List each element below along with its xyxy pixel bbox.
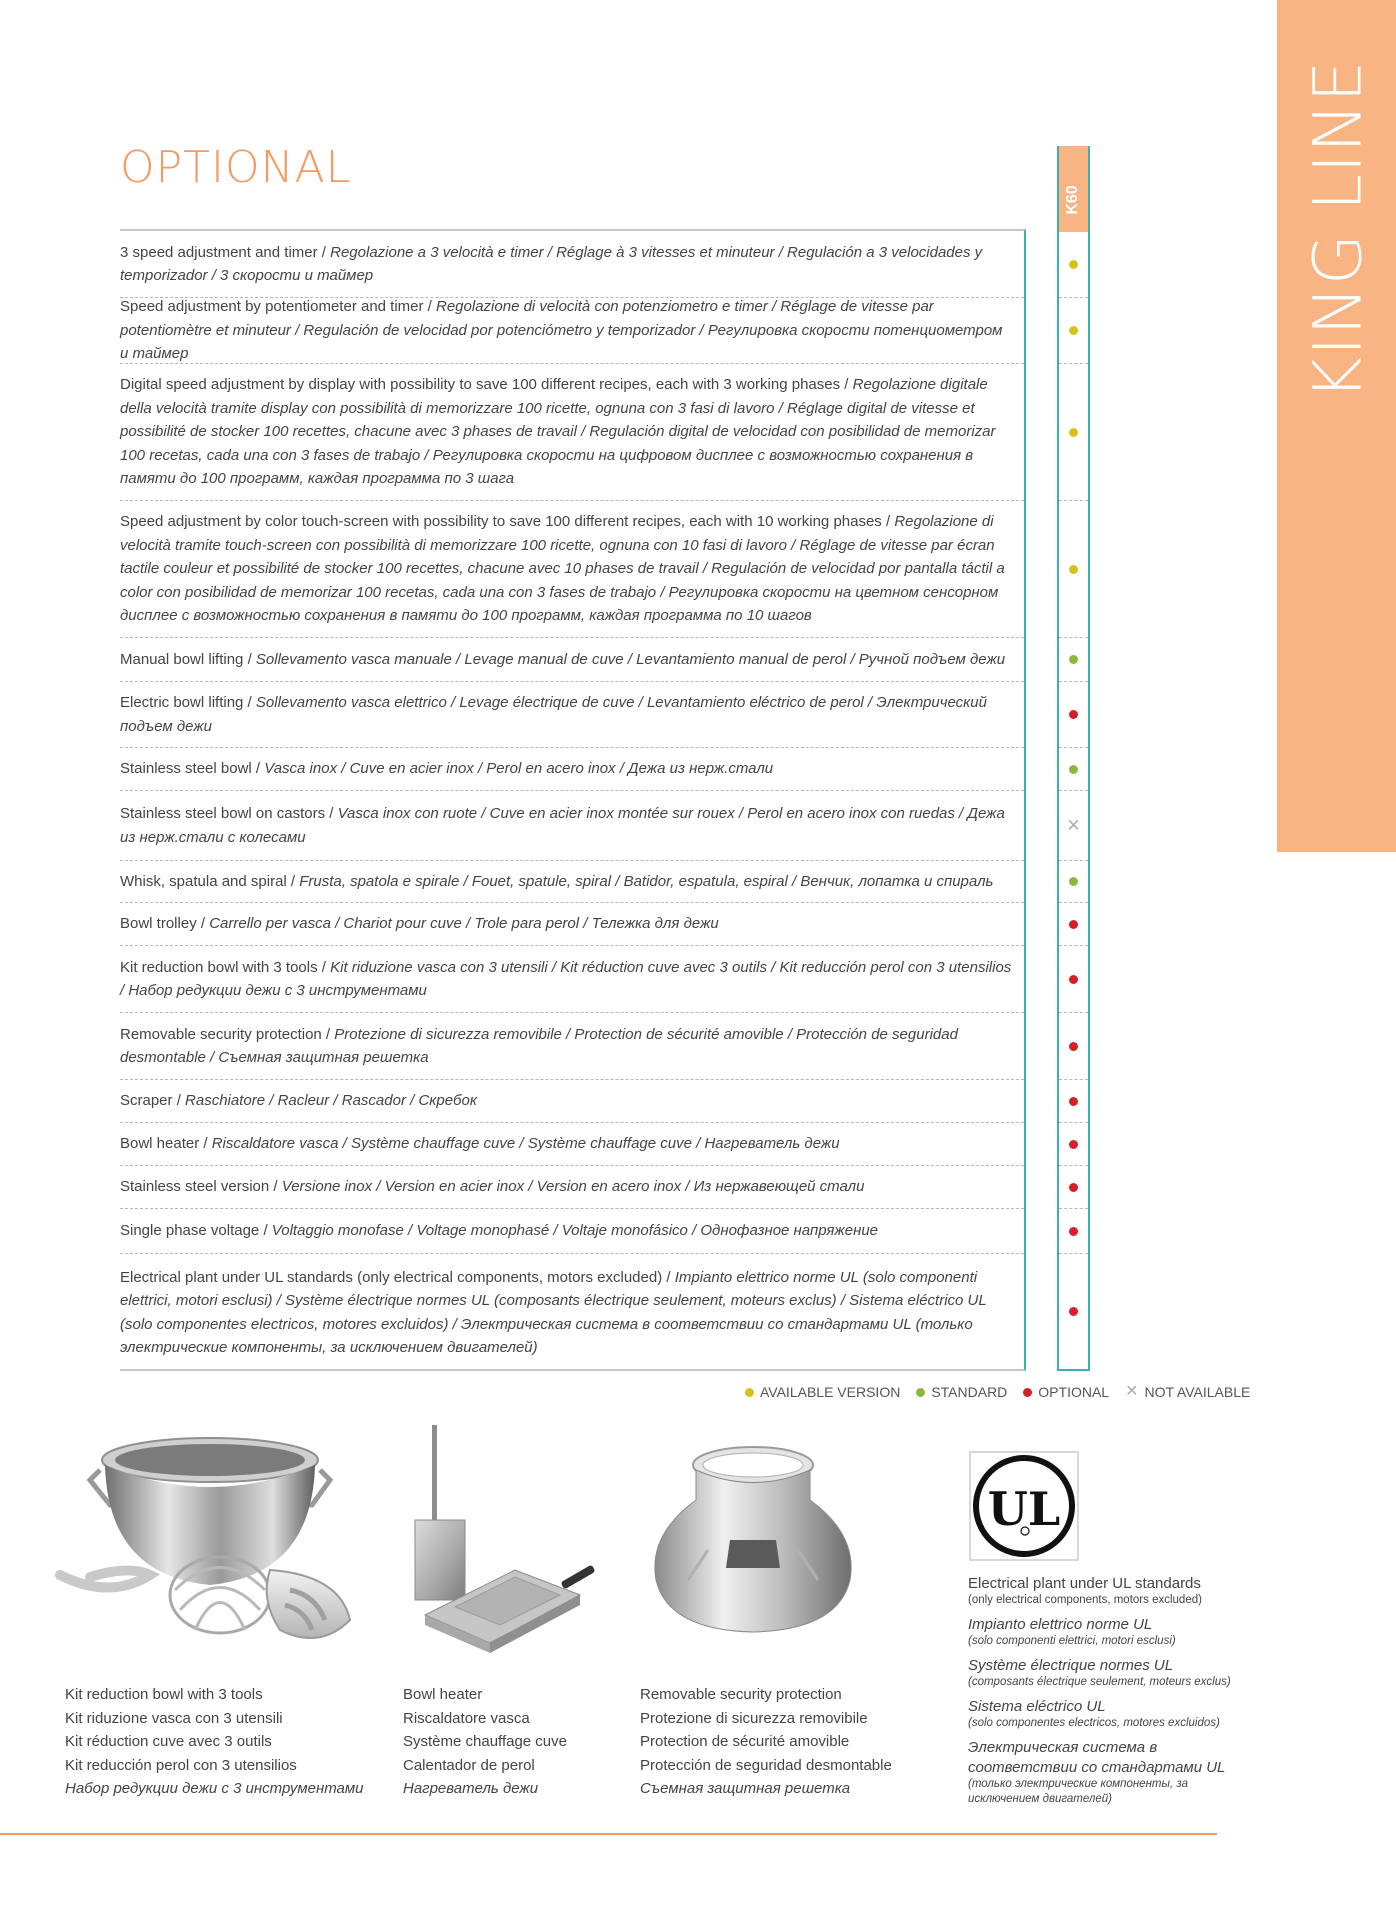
row-label: Electric bowl lifting / <box>120 694 252 711</box>
status-cell <box>1059 861 1088 903</box>
row-translations: Sollevamento vasca elettrico / Levage électrique de cuve / Levantamiento eléctrico de perol / Электрический подъем дежи <box>120 694 987 735</box>
table-row <box>120 231 1024 298</box>
optional-dot-icon <box>1069 1097 1078 1106</box>
status-cell <box>1059 1166 1088 1209</box>
optional-dot-icon <box>1069 920 1078 929</box>
side-label: KING LINE <box>1299 59 1377 401</box>
legend <box>745 1382 1266 1402</box>
row-label: Removable security protection / <box>120 1025 331 1043</box>
legend-item-available: AVAILABLE VERSION <box>745 1384 900 1400</box>
available-dot-icon <box>745 1388 754 1397</box>
status-cell <box>1059 1254 1088 1369</box>
optional-dot-icon <box>1069 1140 1078 1149</box>
table-row <box>120 1209 1024 1254</box>
row-translations: Vasca inox con ruote / Cuve en acier inox montée sur rouex / Perol en acero inox con ruedas / Дежа из нерж.стали с колесами <box>120 805 1005 846</box>
legend-item-not-available: ✕ NOT AVAILABLE <box>1125 1383 1251 1400</box>
available-dot-icon <box>1069 326 1078 335</box>
status-cell <box>1059 1080 1088 1123</box>
table-row <box>120 1080 1024 1123</box>
available-dot-icon <box>1069 260 1078 269</box>
bottom-rule <box>0 1833 1217 1835</box>
table-row <box>120 903 1024 946</box>
status-cell <box>1059 1123 1088 1166</box>
row-translations: Voltaggio monofase / Voltage monophasé / Voltaje monofásico / Однофазное напряжение <box>267 1222 879 1240</box>
table-row <box>120 861 1024 903</box>
status-cell <box>1059 298 1088 364</box>
row-label: Stainless steel bowl on castors / <box>120 805 334 822</box>
standard-dot-icon <box>1069 655 1078 664</box>
optional-dot-icon <box>1069 1183 1078 1192</box>
available-dot-icon <box>1069 565 1078 574</box>
row-label: Stainless steel version / <box>120 1178 278 1196</box>
options-table <box>120 229 1026 1371</box>
row-label: Digital speed adjustment by display with possibility to save 100 different recipes, each with 3 working phases / <box>120 376 849 394</box>
row-translations: Kit riduzione vasca con 3 utensili / Kit réduction cuve avec 3 outils / Kit reducción perol con 3 utensilios / Набор редукции дежи с 3 инструментами <box>120 958 1012 999</box>
row-translations: Riscaldatore vasca / Système chauffage cuve / Système chauffage cuve / Нагреватель дежи <box>207 1135 840 1153</box>
status-cell <box>1059 638 1088 682</box>
row-translations: Impianto elettrico norme UL (solo componenti elettrici, motori esclusi) / Système électrique normes UL (composants électrique seulement, moteurs exclus) / Sistema eléctrico UL (solo componentes electricos, motores excluidos) / Электрическая система в соответствии со стандартами UL (только электрические компоненты, за исключением двигателей) <box>120 1268 987 1356</box>
row-label: 3 speed adjustment and timer / <box>120 243 326 261</box>
row-translations: Vasca inox / Cuve en acier inox / Perol en acero inox / Дежа из нерж.стали <box>260 760 774 778</box>
row-label: Stainless steel bowl / <box>120 760 261 778</box>
kit-reduction-bowl-image <box>50 1425 380 1655</box>
bowl-heater-image <box>395 1425 615 1655</box>
security-protection-image <box>648 1440 858 1640</box>
table-row <box>120 748 1024 791</box>
row-translations: Regolazione digitale della velocità tramite display con possibilità di memorizzare 100 ricette, ognuna con 3 fasi di lavoro / Réglage digital de vitesse et possibilité de stocker 100 recettes, chacune avec 3 phases de travail / Regulación digital de velocidad con posibilidad de memorizar 100 recetas, cada una con 3 fases de trabajo / Регулировка скорости на цифровом дисплее с возможностью сохранения в памяти до 100 программ, каждая программа по 3 шага <box>120 376 996 488</box>
row-label: Single phase voltage / <box>120 1222 268 1240</box>
row-translations: Regolazione a 3 velocità e timer / Réglage à 3 vitesses et minuteur / Regulación a 3 velocidades y temporizador / 3 скорости и таймер <box>120 243 983 284</box>
row-translations: Regolazione di velocità con potenziometro e timer / Réglage de vitesse par potentiomètre et minuteur / Regulación de velocidad por potenciómetro y temporizador / Регулировка скорости потенциометром и таймер <box>120 298 1003 363</box>
ul-logo-text: UL <box>987 1482 1061 1536</box>
status-cell <box>1059 791 1088 861</box>
model-column <box>1057 146 1090 1371</box>
standard-dot-icon <box>916 1388 925 1397</box>
legend-item-optional: OPTIONAL <box>1023 1384 1109 1400</box>
row-label: Manual bowl lifting / <box>120 650 252 668</box>
status-cell <box>1059 501 1088 638</box>
table-row <box>120 638 1024 682</box>
row-label: Speed adjustment by potentiometer and timer / <box>120 298 432 316</box>
standard-dot-icon <box>1069 765 1078 774</box>
row-label: Speed adjustment by color touch-screen with possibility to save 100 different recipes, each with 10 working phases / <box>120 513 891 531</box>
not-available-x-icon: ✕ <box>1125 1383 1139 1400</box>
row-translations: Sollevamento vasca manuale / Levage manual de cuve / Levantamiento manual de perol / Ручной подъем дежи <box>251 650 1006 668</box>
kit-caption: Kit reduction bowl with 3 tools Kit riduzione vasca con 3 utensili Kit réduction cuve avec 3 outils Kit reducción perol con 3 utensilios Набор редукции дежи с 3 инструментами <box>65 1686 364 1797</box>
table-row <box>120 298 1024 364</box>
optional-dot-icon <box>1023 1388 1032 1397</box>
row-label: Scraper / <box>120 1092 181 1110</box>
row-label: Bowl heater / <box>120 1135 208 1153</box>
row-label: Whisk, spatula and spiral / <box>120 872 296 890</box>
heater-caption: Bowl heater Riscaldatore vasca Système chauffage cuve Calentador de perol Нагреватель дежи <box>403 1686 567 1797</box>
row-label: Kit reduction bowl with 3 tools / <box>120 958 326 976</box>
optional-dot-icon <box>1069 1307 1078 1316</box>
table-row <box>120 1166 1024 1209</box>
row-translations: Versione inox / Version en acier inox / Version en acero inox / Из нержавеющей стали <box>277 1178 865 1196</box>
row-translations: Protezione di sicurezza removibile / Protection de sécurité amovible / Protección de seguridad desmontable / Съемная защитная решетка <box>120 1025 958 1066</box>
row-label: Bowl trolley / <box>120 915 206 933</box>
row-translations: Raschiatore / Racleur / Rascador / Скребок <box>180 1092 477 1110</box>
table-row <box>120 1123 1024 1166</box>
optional-dot-icon <box>1069 975 1078 984</box>
status-cell <box>1059 232 1088 298</box>
ul-caption: Electrical plant under UL standards (only electrical components, motors excluded) Impianto elettrico norme UL (solo componenti elettrici, motori esclusi) Système électrique normes UL (composants électrique seulement, moteurs exclus) Sistema eléctrico UL (solo componentes electricos, motores excluidos) Электрическая система в соответствии со стандартами UL (только электрические компоненты, за исключением двигателей) <box>968 1575 1231 1805</box>
optional-dot-icon <box>1069 710 1078 719</box>
optional-dot-icon <box>1069 1227 1078 1236</box>
row-label: Electrical plant under UL standards (only electrical components, motors excluded) / <box>120 1268 671 1286</box>
legend-item-standard: STANDARD <box>916 1384 1007 1400</box>
row-translations: Frusta, spatola e spirale / Fouet, spatule, spiral / Batidor, espatula, espiral / Венчик, лопатка и спираль <box>295 872 994 890</box>
page-title: OPTIONAL <box>120 142 352 193</box>
table-row <box>120 682 1024 748</box>
status-cell <box>1059 748 1088 791</box>
optional-dot-icon <box>1069 1042 1078 1051</box>
status-cell <box>1059 682 1088 748</box>
status-cell <box>1059 1013 1088 1080</box>
status-cell <box>1059 1209 1088 1254</box>
row-translations: Regolazione di velocità tramite touch-screen con possibilità di memorizzare 100 ricette, ognuna con 10 fasi di lavoro / Réglage de vitesse par écran tactile couleur et possibilité de stocker 100 recettes, chacune avec 10 phases de travail / Regulación de velocidad por pantalla táctil a color con posibilidad de memorizar 100 recetas, cada una con 3 fases de trabajo / Регулировка скорости на цветном сенсорном дисплее с возможностью сохранения в памяти до 100 программ, каждая программа по 10 шагов <box>120 513 1005 625</box>
available-dot-icon <box>1069 428 1078 437</box>
table-row <box>120 1254 1024 1371</box>
table-row <box>120 946 1024 1013</box>
status-cell <box>1059 364 1088 501</box>
model-label: K60 <box>1064 185 1081 215</box>
table-row <box>120 1013 1024 1080</box>
standard-dot-icon <box>1069 877 1078 886</box>
not-available-x-icon: ✕ <box>1066 816 1081 835</box>
protection-caption: Removable security protection Protezione di sicurezza removibile Protection de sécurité amovible Protección de seguridad desmontable Съемная защитная решетка <box>640 1686 892 1797</box>
status-cell <box>1059 946 1088 1013</box>
table-row <box>120 364 1024 501</box>
status-cell <box>1059 903 1088 946</box>
table-row <box>120 501 1024 638</box>
row-translations: Carrello per vasca / Chariot pour cuve / Trole para perol / Тележка для дежи <box>205 915 719 933</box>
table-row <box>120 791 1024 861</box>
ul-logo-image <box>969 1451 1079 1561</box>
